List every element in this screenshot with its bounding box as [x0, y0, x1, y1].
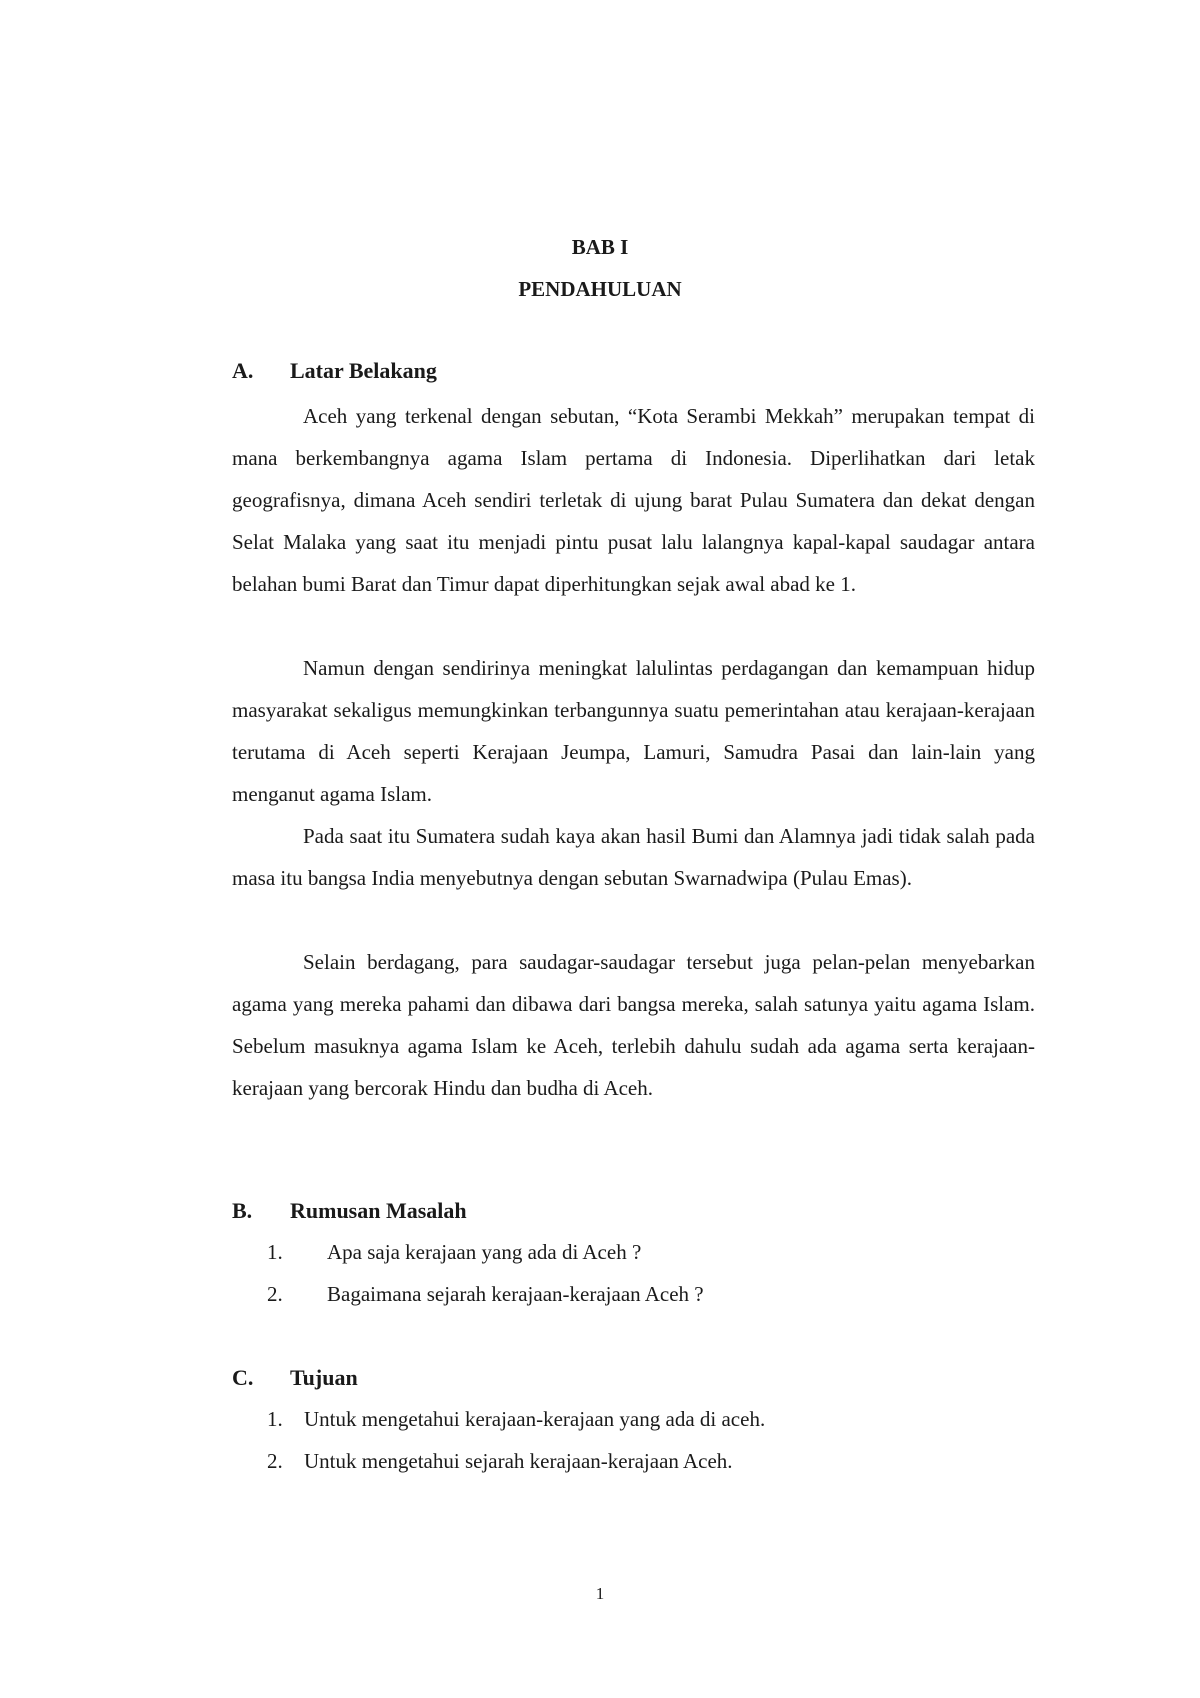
list-item [267, 1449, 733, 1474]
section-a-letter: A. [232, 358, 254, 383]
list-item-text: Bagaimana sejarah kerajaan-kerajaan Aceh ? [327, 1282, 704, 1306]
section-c-heading [232, 1365, 358, 1391]
chapter-number: BAB I [571, 235, 629, 259]
paragraph-4: Selain berdagang, para saudagar-saudagar tersebut juga pelan-pelan menyebarkan agama yang mereka pahami dan dibawa dari bangsa mereka, salah satunya yaitu agama Islam. Sebelum masuknya agama Islam ke Aceh, terlebih dahulu sudah ada agama serta kerajaan-kerajaan yang bercorak Hindu dan budha di Aceh. [232, 950, 1035, 1100]
section-b-heading [232, 1198, 467, 1224]
list-item-text: Untuk mengetahui kerajaan-kerajaan yang ada di aceh. [304, 1407, 766, 1431]
page-number: 1 [595, 1584, 605, 1603]
section-a-title: Latar Belakang [290, 358, 437, 383]
section-b-title: Rumusan Masalah [290, 1198, 467, 1223]
list-item-number: 1. [267, 1407, 283, 1431]
paragraph-3: Pada saat itu Sumatera sudah kaya akan hasil Bumi dan Alamnya jadi tidak salah pada masa itu bangsa India menyebutnya dengan sebutan Swarnadwipa (Pulau Emas). [232, 824, 1035, 890]
paragraph-1: Aceh yang terkenal dengan sebutan, “Kota Serambi Mekkah” merupakan tempat di mana berkembangnya agama Islam pertama di Indonesia. Diperlihatkan dari letak geografisnya, dimana Aceh sendiri terletak di ujung barat Pulau Sumatera dan dekat dengan Selat Malaka yang saat itu menjadi pintu pusat lalu lalangnya kapal-kapal saudagar antara belahan bumi Barat dan Timur dapat diperhitungkan sejak awal abad ke 1. [232, 404, 1035, 596]
list-item [267, 1282, 704, 1307]
section-a-heading [232, 358, 437, 384]
list-item-text: Untuk mengetahui sejarah kerajaan-kerajaan Aceh. [304, 1449, 733, 1473]
section-c-letter: C. [232, 1365, 254, 1390]
paragraph-2: Namun dengan sendirinya meningkat lalulintas perdagangan dan kemampuan hidup masyarakat sekaligus memungkinkan terbangunnya suatu pemerintahan atau kerajaan-kerajaan terutama di Aceh seperti Kerajaan Jeumpa, Lamuri, Samudra Pasai dan lain-lain yang menganut agama Islam. [232, 656, 1035, 806]
list-item [267, 1240, 641, 1265]
list-item-number: 2. [267, 1282, 283, 1306]
list-item-number: 2. [267, 1449, 283, 1473]
list-item [267, 1407, 765, 1432]
list-item-number: 1. [267, 1240, 283, 1264]
chapter-title: PENDAHULUAN [518, 277, 682, 301]
section-c-title: Tujuan [290, 1365, 358, 1390]
section-b-letter: B. [232, 1198, 253, 1223]
list-item-text: Apa saja kerajaan yang ada di Aceh ? [327, 1240, 642, 1264]
